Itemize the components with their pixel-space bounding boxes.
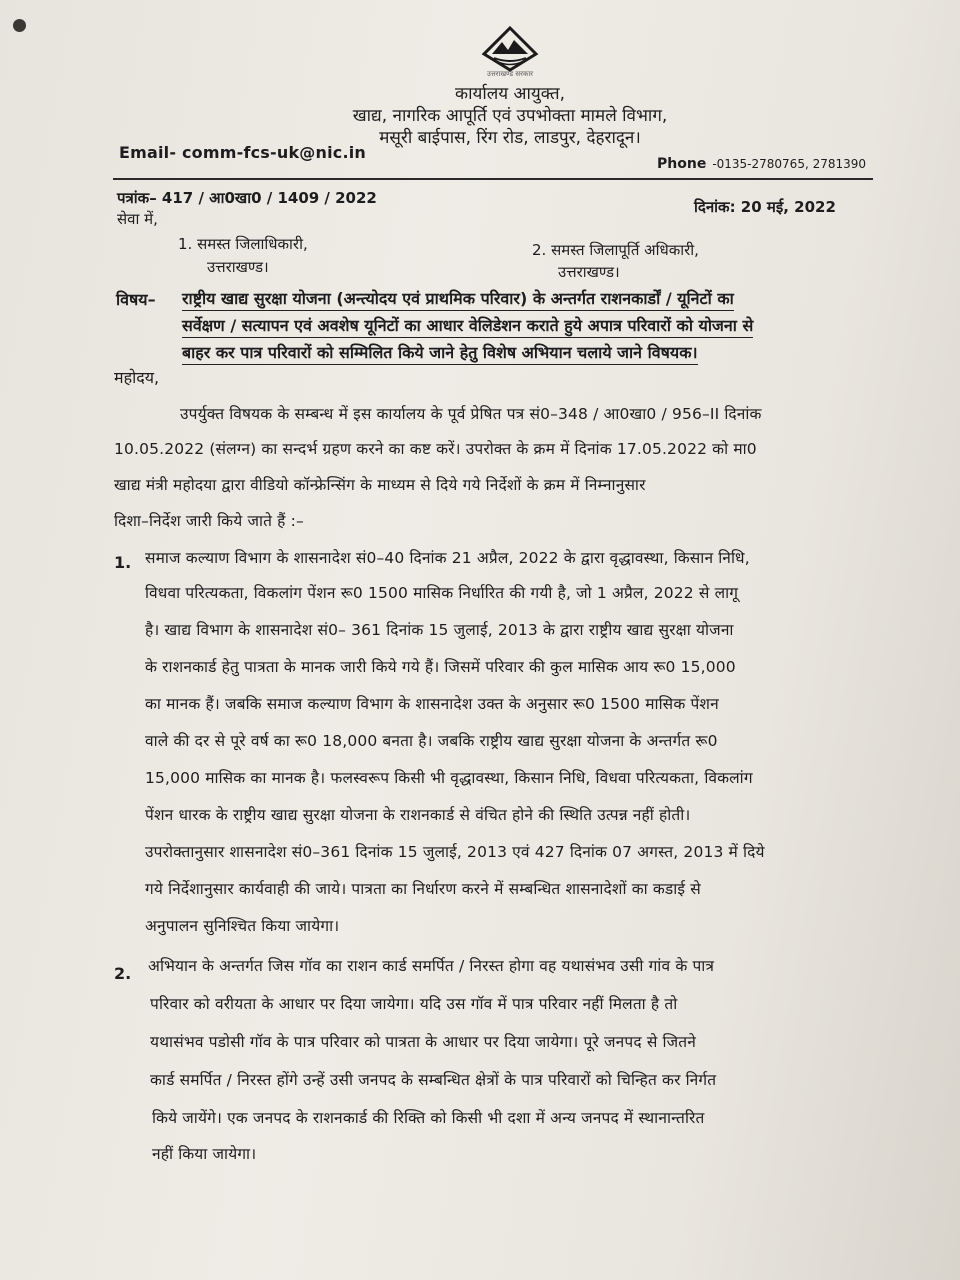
- point-1-line: पेंशन धारक के राष्ट्रीय खाद्य सुरक्षा योजना के राशनकार्ड से वंचित होने की स्थिति उत्पन्न नहीं होती।: [145, 806, 691, 824]
- letter-date: दिनांक: 20 मई, 2022: [694, 198, 836, 216]
- point-number: 2.: [114, 964, 132, 983]
- phone-value: -0135-2780765, 2781390: [712, 157, 867, 171]
- point-1-line: अनुपालन सुनिश्चित किया जायेगा।: [145, 917, 340, 935]
- subject-line: सर्वेक्षण / सत्यापन एवं अवशेष यूनिटों का आधार वेलिडेशन कराते हुये अपात्र परिवारों को योजना से: [182, 315, 753, 338]
- point-1-line: के राशनकार्ड हेतु पात्रता के मानक जारी किये गये हैं। जिसमें परिवार की कुल मासिक आय रू0 15,000: [145, 658, 736, 676]
- intro-line: खाद्य मंत्री महोदया द्वारा वीडियो कॉन्फ्रेन्सिंग के माध्यम से दिये गये निर्देशों के क्रम में निम्नानुसार: [114, 476, 646, 494]
- salutation: महोदय,: [114, 368, 160, 387]
- point-1-line: है। खाद्य विभाग के शासनादेश सं0– 361 दिनांक 15 जुलाई, 2013 के द्वारा राष्ट्रीय खाद्य सुरक्षा योजना: [145, 621, 734, 639]
- punch-hole: [13, 19, 26, 32]
- letter-number: पत्रांक– 417 / आ0खा0 / 1409 / 2022: [117, 189, 377, 207]
- point-1-line: 15,000 मासिक का मानक है। फलस्वरूप किसी भी वृद्धावस्था, किसान निधि, विधवा परित्यकता, विकलांग: [145, 769, 753, 787]
- subject-line: बाहर कर पात्र परिवारों को सम्मिलित किये जाने हेतु विशेष अभियान चलाये जाने विषयक।: [182, 342, 698, 365]
- point-1-line: उपरोक्तानुसार शासनादेश सं0–361 दिनांक 15 जुलाई, 2013 एवं 427 दिनांक 07 अगस्त, 2013 में दिये: [145, 843, 765, 861]
- point-1-line: वाले की दर से पूरे वर्ष का रू0 18,000 बनता है। जबकि राष्ट्रीय खाद्य सुरक्षा योजना के अन्तर्गत रू0: [145, 732, 718, 750]
- department-name: खाद्य, नागरिक आपूर्ति एवं उपभोक्ता मामले विभाग,: [352, 106, 668, 126]
- addressee-intro: सेवा में,: [117, 210, 158, 228]
- addressee-2-state: उत्तराखण्ड।: [558, 263, 620, 281]
- addressee-1-state: उत्तराखण्ड।: [207, 258, 269, 276]
- point-1-line: गये निर्देशानुसार कार्यवाही की जाये। पात्रता का निर्धारण करने में सम्बन्धित शासनादेशों का कडाई से: [145, 880, 701, 898]
- point-2-line: कार्ड समर्पित / निरस्त होंगे उन्हें उसी जनपद के सम्बन्धित क्षेत्रों के पात्र परिवारों को चिन्हित कर निर्गत: [150, 1071, 717, 1089]
- intro-line: दिशा–निर्देश जारी किये जाते हैं :–: [114, 512, 304, 530]
- point-number: 1.: [114, 553, 132, 572]
- subject-line: राष्ट्रीय खाद्य सुरक्षा योजना (अन्त्योदय एवं प्राथमिक परिवार) के अन्तर्गत राशनकार्डों / यूनिटों का: [182, 288, 734, 311]
- intro-line: 10.05.2022 (संलग्न) का सन्दर्भ ग्रहण करने का कष्ट करें। उपरोक्त के क्रम में दिनांक 17.05.2022 को मा0: [114, 440, 757, 458]
- point-2-line: किये जायेंगे। एक जनपद के राशनकार्ड की रिक्ति को किसी भी दशा में अन्य जनपद में स्थानान्तरित: [152, 1109, 705, 1127]
- phone-label: Phone: [657, 156, 707, 172]
- addressee-1-title: 1. समस्त जिलाधिकारी,: [178, 235, 308, 253]
- addressee-2-title: 2. समस्त जिलापूर्ति अधिकारी,: [532, 241, 699, 259]
- point-2-line: परिवार को वरीयता के आधार पर दिया जायेगा। यदि उस गॉव में पात्र परिवार नहीं मिलता है तो: [150, 995, 678, 1013]
- point-1-line: विधवा परित्यकता, विकलांग पेंशन रू0 1500 मासिक निर्धारित की गयी है, जो 1 अप्रैल, 2022 से लागू: [145, 584, 739, 602]
- point-2-line: यथासंभव पडोसी गॉव के पात्र परिवार को पात्रता के आधार पर दिया जायेगा। पूरे जनपद से जितने: [150, 1033, 696, 1051]
- emblem-caption: उत्तराखण्ड सरकार: [486, 70, 534, 78]
- header-divider: [113, 178, 873, 180]
- office-address: मसूरी बाईपास, रिंग रोड, लाडपुर, देहरादून।: [379, 128, 641, 148]
- point-1-line: का मानक हैं। जबकि समाज कल्याण विभाग के शासनादेश उक्त के अनुसार रू0 1500 मासिक पेंशन: [145, 695, 719, 713]
- intro-line: उपर्युक्त विषयक के सम्बन्ध में इस कार्यालय के पूर्व प्रेषित पत्र सं0–348 / आ0खा0 / 956–II दिनांक: [180, 405, 762, 423]
- email-address: Email- comm-fcs-uk@nic.in: [119, 143, 366, 162]
- point-2-line: अभियान के अन्तर्गत जिस गॉव का राशन कार्ड समर्पित / निरस्त होगा वह यथासंभव उसी गांव के पात्र: [148, 957, 715, 975]
- point-2-line: नहीं किया जायेगा।: [152, 1145, 257, 1163]
- phone-number: [657, 156, 866, 172]
- subject-label: विषय–: [116, 290, 156, 309]
- point-1-line: समाज कल्याण विभाग के शासनादेश सं0–40 दिनांक 21 अप्रैल, 2022 के द्वारा वृद्धावस्था, किसान निधि,: [145, 549, 750, 567]
- uttarakhand-emblem-icon: [478, 24, 542, 76]
- office-title: कार्यालय आयुक्त,: [455, 84, 565, 104]
